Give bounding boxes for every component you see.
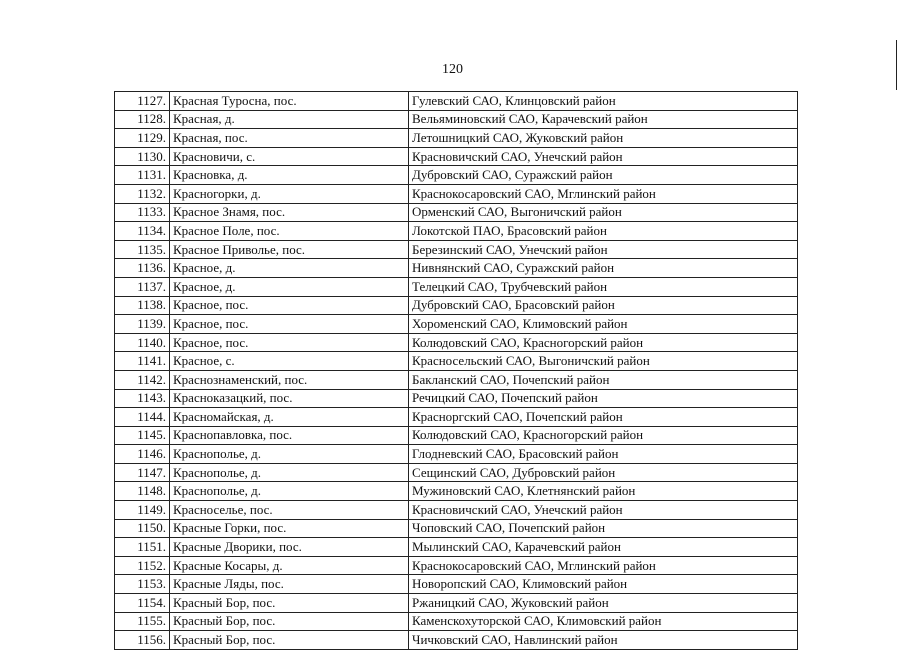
table-row <box>115 612 798 631</box>
settlement-name: Краснополье, д. <box>170 463 409 482</box>
administrative-district: Новоропский САО, Климовский район <box>409 575 798 594</box>
administrative-district: Красновичский САО, Унечский район <box>409 501 798 520</box>
row-number: 1140. <box>115 333 170 352</box>
table-row <box>115 129 798 148</box>
administrative-district: Ржаницкий САО, Жуковский район <box>409 594 798 613</box>
administrative-district: Краснокосаровский САО, Мглинский район <box>409 556 798 575</box>
settlement-name: Краснополье, д. <box>170 482 409 501</box>
row-number: 1143. <box>115 389 170 408</box>
table-row <box>115 240 798 259</box>
row-number: 1146. <box>115 445 170 464</box>
row-number: 1134. <box>115 222 170 241</box>
settlement-name: Красные Горки, пос. <box>170 519 409 538</box>
table-row <box>115 352 798 371</box>
table-row <box>115 445 798 464</box>
row-number: 1151. <box>115 538 170 557</box>
settlement-name: Красное Знамя, пос. <box>170 203 409 222</box>
settlement-name: Красное, пос. <box>170 315 409 334</box>
page-number: 120 <box>442 62 463 77</box>
row-number: 1128. <box>115 110 170 129</box>
row-number: 1137. <box>115 277 170 296</box>
settlement-name: Красная, д. <box>170 110 409 129</box>
settlement-name: Краснознаменский, пос. <box>170 370 409 389</box>
row-number: 1152. <box>115 556 170 575</box>
settlement-name: Красномайская, д. <box>170 408 409 427</box>
administrative-district: Сещинский САО, Дубровский район <box>409 463 798 482</box>
table-row <box>115 463 798 482</box>
administrative-district: Красновичский САО, Унечский район <box>409 147 798 166</box>
administrative-district: Березинский САО, Унечский район <box>409 240 798 259</box>
administrative-district: Речицкий САО, Почепский район <box>409 389 798 408</box>
table-body <box>115 92 798 650</box>
table-row <box>115 184 798 203</box>
administrative-district: Гулевский САО, Клинцовский район <box>409 92 798 111</box>
settlement-name: Красноселье, пос. <box>170 501 409 520</box>
table-row <box>115 519 798 538</box>
settlements-table <box>114 91 798 650</box>
administrative-district: Колюдовский САО, Красногорский район <box>409 333 798 352</box>
table-row <box>115 556 798 575</box>
table-row <box>115 370 798 389</box>
table-row <box>115 222 798 241</box>
row-number: 1154. <box>115 594 170 613</box>
scan-edge-line <box>896 40 897 90</box>
settlement-name: Красное Приволье, пос. <box>170 240 409 259</box>
administrative-district: Колюдовский САО, Красногорский район <box>409 426 798 445</box>
table-row <box>115 296 798 315</box>
row-number: 1148. <box>115 482 170 501</box>
row-number: 1156. <box>115 631 170 650</box>
administrative-district: Мылинский САО, Карачевский район <box>409 538 798 557</box>
table-row <box>115 575 798 594</box>
row-number: 1132. <box>115 184 170 203</box>
administrative-district: Дубровский САО, Суражский район <box>409 166 798 185</box>
settlement-name: Красновка, д. <box>170 166 409 185</box>
administrative-district: Вельяминовский САО, Карачевский район <box>409 110 798 129</box>
row-number: 1149. <box>115 501 170 520</box>
settlement-name: Красноказацкий, пос. <box>170 389 409 408</box>
row-number: 1129. <box>115 129 170 148</box>
table-row <box>115 594 798 613</box>
row-number: 1130. <box>115 147 170 166</box>
table-row <box>115 426 798 445</box>
settlement-name: Красное, д. <box>170 259 409 278</box>
settlement-name: Красная Туросна, пос. <box>170 92 409 111</box>
administrative-district: Чоповский САО, Почепский район <box>409 519 798 538</box>
settlement-name: Красный Бор, пос. <box>170 631 409 650</box>
administrative-district: Летошницкий САО, Жуковский район <box>409 129 798 148</box>
administrative-district: Дубровский САО, Брасовский район <box>409 296 798 315</box>
settlement-name: Красное Поле, пос. <box>170 222 409 241</box>
row-number: 1147. <box>115 463 170 482</box>
settlement-name: Красная, пос. <box>170 129 409 148</box>
table-row <box>115 92 798 111</box>
row-number: 1127. <box>115 92 170 111</box>
administrative-district: Орменский САО, Выгоничский район <box>409 203 798 222</box>
row-number: 1136. <box>115 259 170 278</box>
settlement-name: Красное, пос. <box>170 296 409 315</box>
settlement-name: Красные Ляды, пос. <box>170 575 409 594</box>
row-number: 1133. <box>115 203 170 222</box>
settlement-name: Красный Бор, пос. <box>170 594 409 613</box>
settlement-name: Красный Бор, пос. <box>170 612 409 631</box>
table-row <box>115 538 798 557</box>
settlement-name: Красное, пос. <box>170 333 409 352</box>
row-number: 1144. <box>115 408 170 427</box>
table-row <box>115 147 798 166</box>
row-number: 1153. <box>115 575 170 594</box>
administrative-district: Нивнянский САО, Суражский район <box>409 259 798 278</box>
table-row <box>115 501 798 520</box>
table-row <box>115 408 798 427</box>
table-row <box>115 277 798 296</box>
row-number: 1135. <box>115 240 170 259</box>
administrative-district: Краснокосаровский САО, Мглинский район <box>409 184 798 203</box>
table-row <box>115 631 798 650</box>
settlement-name: Краснопавловка, пос. <box>170 426 409 445</box>
settlement-name: Красногорки, д. <box>170 184 409 203</box>
settlement-name: Красные Дворики, пос. <box>170 538 409 557</box>
administrative-district: Локотской ПАО, Брасовский район <box>409 222 798 241</box>
table-row <box>115 259 798 278</box>
row-number: 1131. <box>115 166 170 185</box>
administrative-district: Телецкий САО, Трубчевский район <box>409 277 798 296</box>
administrative-district: Глодневский САО, Брасовский район <box>409 445 798 464</box>
row-number: 1150. <box>115 519 170 538</box>
row-number: 1139. <box>115 315 170 334</box>
table-row <box>115 315 798 334</box>
row-number: 1141. <box>115 352 170 371</box>
table-row <box>115 482 798 501</box>
administrative-district: Красноргский САО, Почепский район <box>409 408 798 427</box>
row-number: 1142. <box>115 370 170 389</box>
row-number: 1138. <box>115 296 170 315</box>
settlement-name: Краснополье, д. <box>170 445 409 464</box>
administrative-district: Бакланский САО, Почепский район <box>409 370 798 389</box>
table-row <box>115 333 798 352</box>
administrative-district: Чичковский САО, Навлинский район <box>409 631 798 650</box>
row-number: 1145. <box>115 426 170 445</box>
row-number: 1155. <box>115 612 170 631</box>
table-row <box>115 203 798 222</box>
administrative-district: Каменскохуторской САО, Климовский район <box>409 612 798 631</box>
table-row <box>115 166 798 185</box>
settlement-name: Красные Косары, д. <box>170 556 409 575</box>
administrative-district: Хороменский САО, Климовский район <box>409 315 798 334</box>
settlement-name: Красное, с. <box>170 352 409 371</box>
settlement-name: Красное, д. <box>170 277 409 296</box>
table-row <box>115 389 798 408</box>
administrative-district: Красносельский САО, Выгоничский район <box>409 352 798 371</box>
settlement-name: Красновичи, с. <box>170 147 409 166</box>
table-row <box>115 110 798 129</box>
administrative-district: Мужиновский САО, Клетнянский район <box>409 482 798 501</box>
